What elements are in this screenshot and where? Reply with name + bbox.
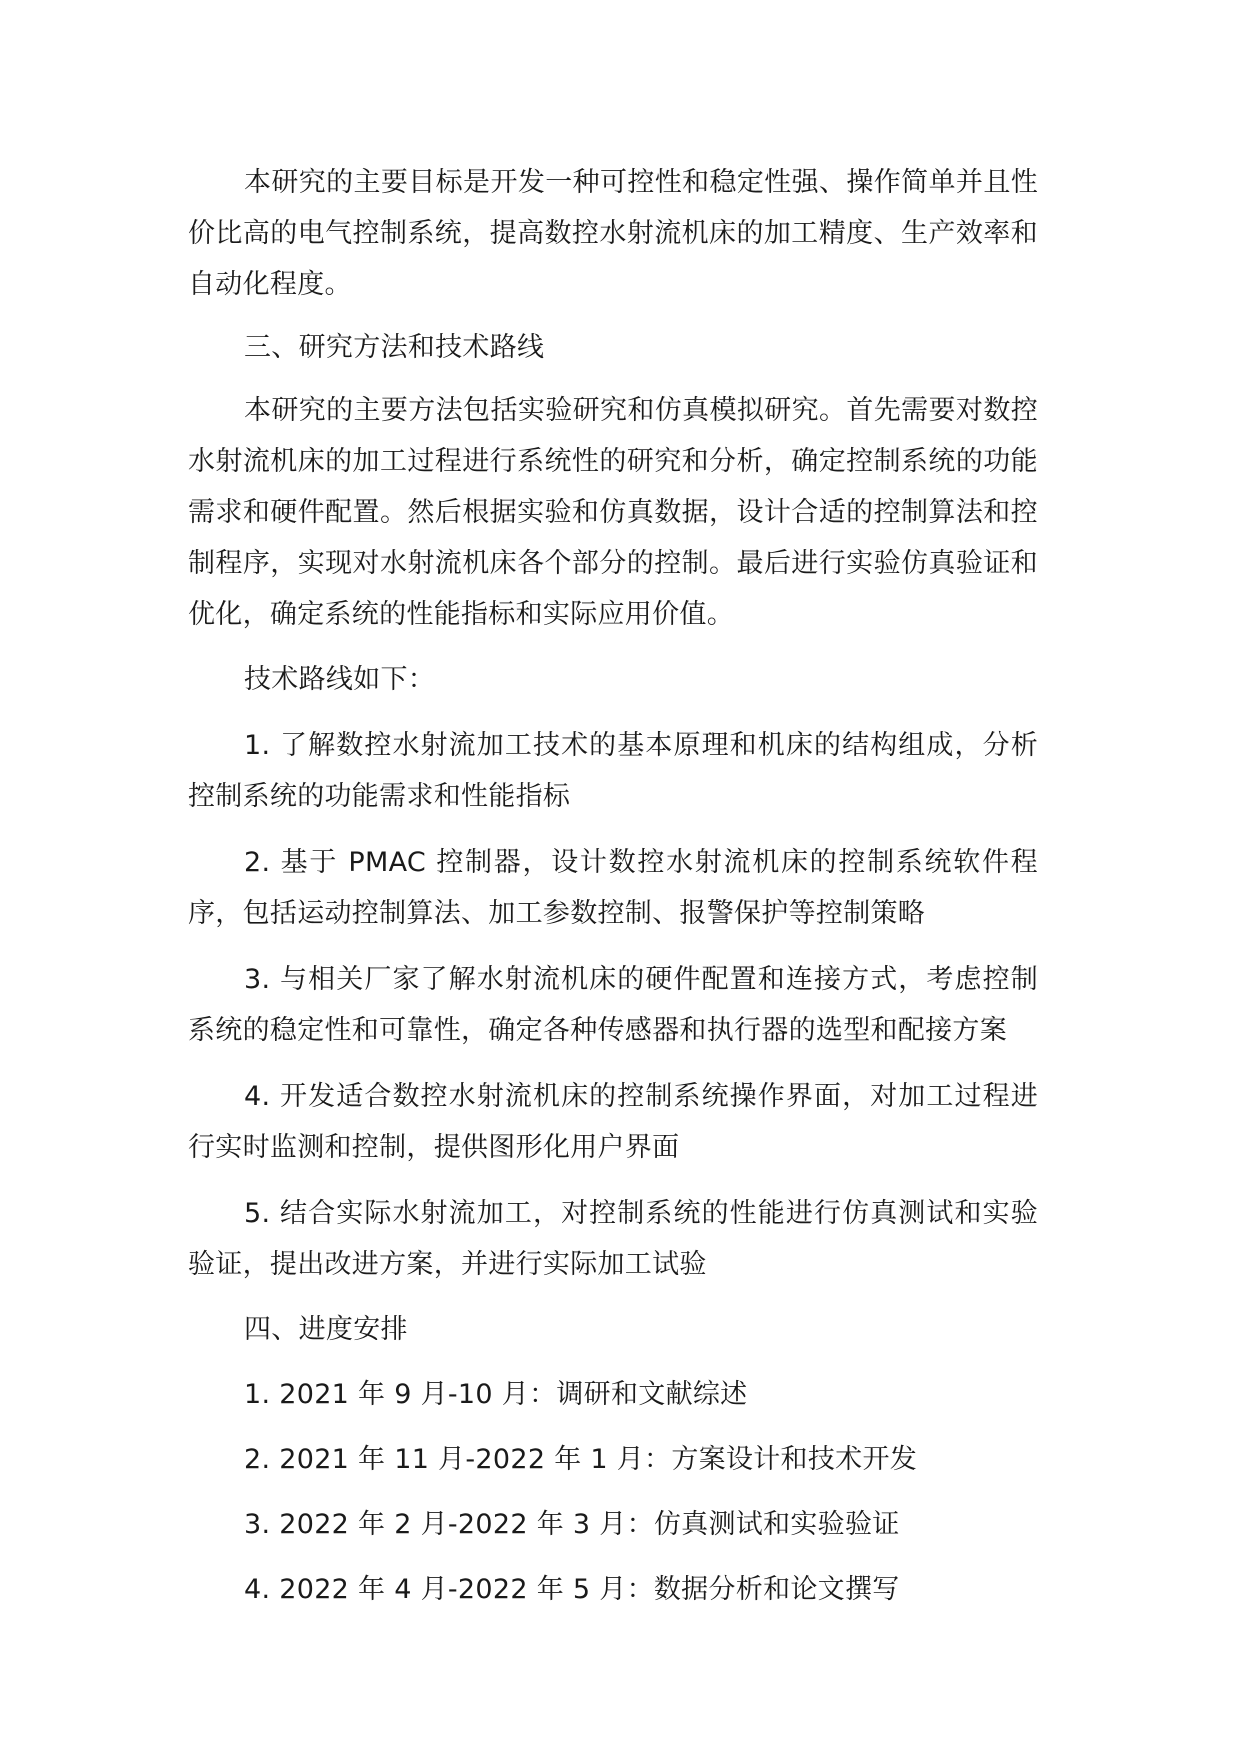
tech-route-item-1: 1. 了解数控水射流加工技术的基本原理和机床的结构组成，分析控制系统的功能需求和性能指标 [188,730,1038,812]
tech-route-item-3: 3. 与相关厂家了解水射流机床的硬件配置和连接方式，考虑控制系统的稳定性和可靠性，确定各种传感器和执行器的选型和配接方案 [188,964,1038,1046]
tech-route-item-2: 2. 基于 PMAC 控制器，设计数控水射流机床的控制系统软件程序，包括运动控制算法、加工参数控制、报警保护等控制策略 [188,847,1038,929]
section-heading-schedule: 四、进度安排 [244,1314,408,1345]
schedule-item-1: 1. 2021 年 9 月-10 月：调研和文献综述 [244,1379,748,1410]
tech-route-item-5: 5. 结合实际水射流加工，对控制系统的性能进行仿真测试和实验验证，提出改进方案，并进行实际加工试验 [188,1198,1038,1280]
tech-route-intro: 技术路线如下： [244,664,436,695]
objective-paragraph: 本研究的主要目标是开发一种可控性和稳定性强、操作简单并且性价比高的电气控制系统，提高数控水射流机床的加工精度、生产效率和自动化程度。 [188,167,1038,300]
document-page [188,157,1038,1615]
schedule-item-3: 3. 2022 年 2 月-2022 年 3 月：仿真测试和实验验证 [244,1509,900,1540]
schedule-item-2: 2. 2021 年 11 月-2022 年 1 月：方案设计和技术开发 [244,1444,918,1475]
methods-paragraph: 本研究的主要方法包括实验研究和仿真模拟研究。首先需要对数控水射流机床的加工过程进行系统性的研究和分析，确定控制系统的功能需求和硬件配置。然后根据实验和仿真数据，设计合适的控制算法和控制程序，实现对水射流机床各个部分的控制。最后进行实验仿真验证和优化，确定系统的性能指标和实际应用价值。 [188,395,1038,630]
section-heading-methods: 三、研究方法和技术路线 [244,332,545,363]
tech-route-item-4: 4. 开发适合数控水射流机床的控制系统操作界面，对加工过程进行实时监测和控制，提供图形化用户界面 [188,1081,1038,1163]
schedule-item-4: 4. 2022 年 4 月-2022 年 5 月：数据分析和论文撰写 [244,1574,900,1605]
